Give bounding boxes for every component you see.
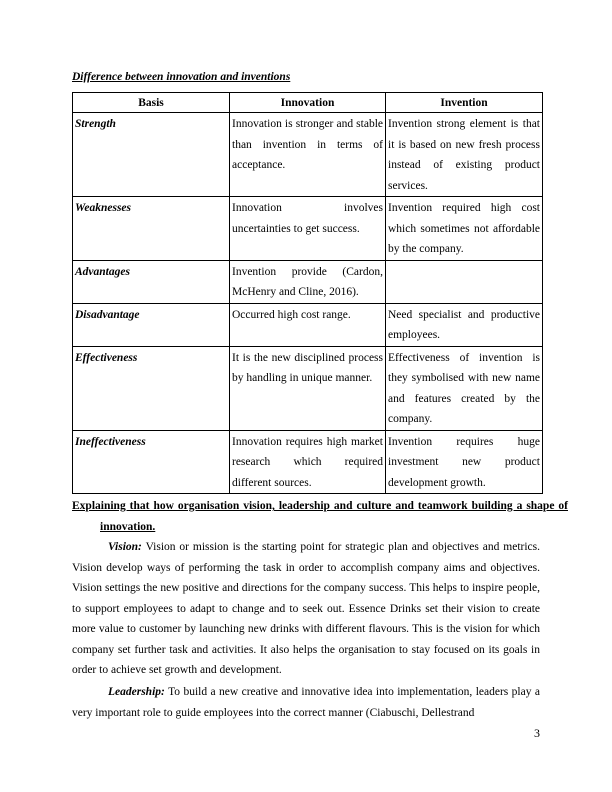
vision-paragraph bbox=[72, 537, 540, 681]
row-invention-cell: Invention strong element is that it is based on new fresh process instead of existing product services. bbox=[386, 113, 543, 197]
row-basis-cell: Ineffectiveness bbox=[73, 430, 230, 494]
row-innovation-cell: Innovation involves uncertainties to get success. bbox=[230, 197, 386, 261]
paragraph-lead: Leadership: bbox=[108, 686, 165, 698]
row-innovation-cell: Innovation is stronger and stable than invention in terms of acceptance. bbox=[230, 113, 386, 197]
comparison-table bbox=[72, 92, 543, 494]
row-basis-cell: Effectiveness bbox=[73, 346, 230, 430]
table-row bbox=[73, 113, 543, 197]
row-invention-cell: Need specialist and productive employees. bbox=[386, 303, 543, 346]
table-row bbox=[73, 260, 543, 303]
header-innovation: Innovation bbox=[230, 93, 386, 113]
row-invention-cell: Invention required high cost which sometimes not affordable by the company. bbox=[386, 197, 543, 261]
table-row bbox=[73, 303, 543, 346]
row-invention-cell bbox=[386, 260, 543, 303]
row-innovation-cell: It is the new disciplined process by handling in unique manner. bbox=[230, 346, 386, 430]
row-invention-cell: Effectiveness of invention is they symbolised with new name and features created by the company. bbox=[386, 346, 543, 430]
row-innovation-cell: Innovation requires high market research which required different sources. bbox=[230, 430, 386, 494]
row-basis-cell: Weaknesses bbox=[73, 197, 230, 261]
row-invention-cell: Invention requires huge investment new product development growth. bbox=[386, 430, 543, 494]
row-basis-cell: Disadvantage bbox=[73, 303, 230, 346]
page-number: 3 bbox=[534, 726, 540, 740]
table-title: Difference between innovation and inventions bbox=[72, 71, 291, 83]
table-row bbox=[73, 197, 543, 261]
leadership-paragraph bbox=[72, 682, 540, 723]
table-row bbox=[73, 346, 543, 430]
paragraph-lead: Vision: bbox=[108, 541, 142, 553]
header-invention: Invention bbox=[386, 93, 543, 113]
row-basis-cell: Strength bbox=[73, 113, 230, 197]
row-innovation-cell: Invention provide (Cardon, McHenry and Cline, 2016). bbox=[230, 260, 386, 303]
paragraph-text: Vision or mission is the starting point for strategic plan and objectives and metrics. Vision develop ways of performing the task in order to accomplish company aims and objectives. Vision settings the new positive and directions for the company success. This helps to inspire people, to support employees to adapt to change and to seek out. Essence Drinks set their vision to create more value to customer by launching new drinks with different flavours. This is the vision for which company set further task and activities. It also helps the organisation to stay focused on its goals in order to achieve set growth and development. bbox=[72, 541, 540, 676]
paragraph-text: To build a new creative and innovative idea into implementation, leaders play a very important role to guide employees into the correct manner (Ciabuschi, Dellestrand bbox=[72, 686, 540, 719]
header-basis: Basis bbox=[73, 93, 230, 113]
row-innovation-cell: Occurred high cost range. bbox=[230, 303, 386, 346]
table-row bbox=[73, 430, 543, 494]
table-header-row bbox=[73, 93, 543, 113]
section-heading: Explaining that how organisation vision, leadership and culture and teamwork building a shape of innovation. bbox=[72, 500, 568, 533]
row-basis-cell: Advantages bbox=[73, 260, 230, 303]
